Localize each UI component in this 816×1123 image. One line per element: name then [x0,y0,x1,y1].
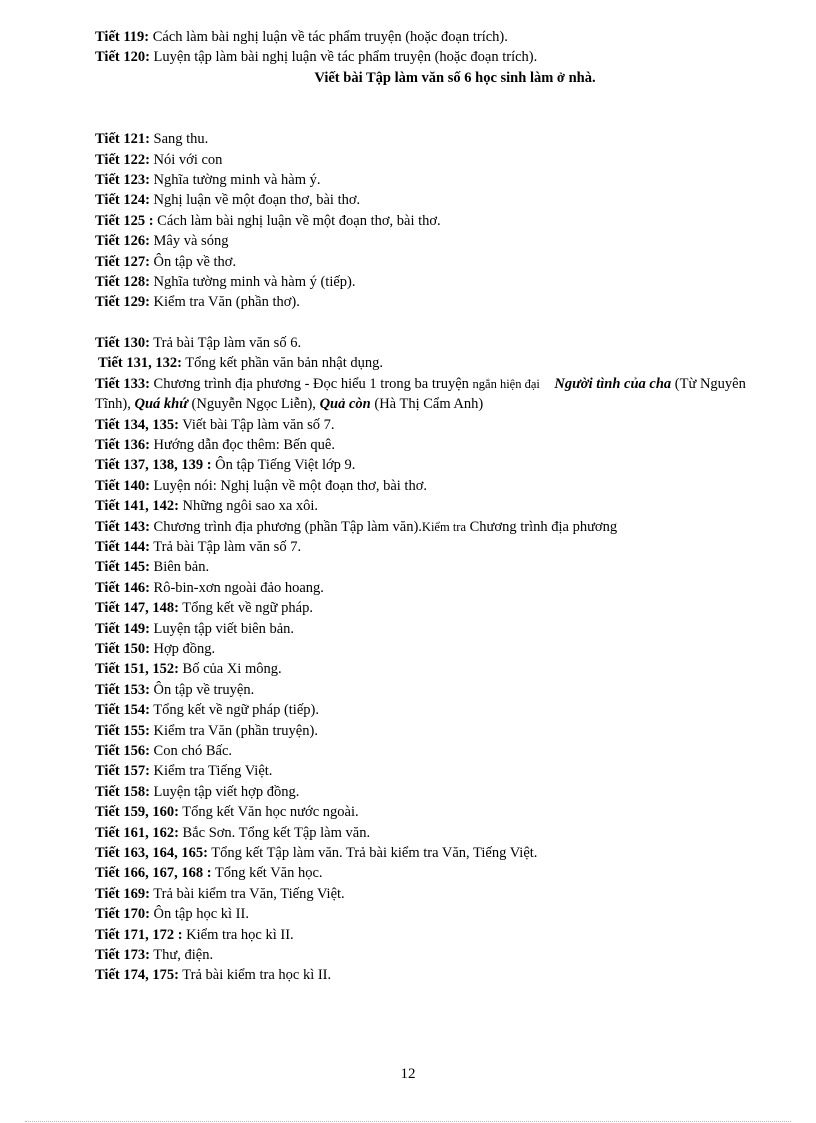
lesson-label: Tiết 123: [95,172,150,189]
lesson-label: Tiết 122: [95,151,150,168]
lesson-text: Sang thu. [149,131,209,148]
lesson-text: Nghĩa tường minh và hàm ý. [149,172,321,189]
lesson-entry [95,27,775,47]
lesson-entry [95,333,775,353]
lesson-entry [95,557,775,577]
lesson-label: Tiết 161, 162: [95,824,179,841]
lesson-label: Tiết 128: [95,274,150,291]
lesson-text: Thư, điện. [149,947,214,964]
spacer [95,313,775,333]
lesson-text: Tổng kết Văn học. [211,865,323,882]
lesson-text: Kiểm tra Tiếng Việt. [149,763,273,780]
lesson-text: Tổng kết phần văn bản nhật dụng. [181,355,383,372]
lesson-text: Ôn tập Tiếng Việt lớp 9. [211,457,356,474]
lesson-text: Chương trình địa phương [466,518,618,535]
lesson-entry [95,415,775,435]
lesson-entry [95,129,775,149]
lesson-label: Tiết 126: [95,233,150,250]
lesson-label: Tiết 136: [95,436,150,453]
lesson-entry [95,190,775,210]
lesson-entry [95,537,775,557]
lesson-label: Tiết 140: [95,477,150,494]
lesson-entry [95,455,775,475]
lesson-entry [95,170,775,190]
lesson-text: Bố của Xi mông. [178,661,282,678]
lesson-text: Hướng dẫn đọc thêm: Bến quê. [149,436,335,453]
lesson-text: Chương trình địa phương - Đọc hiểu 1 trong ba truyện [149,375,473,392]
lesson-text: Trả bài kiểm tra học kì II. [178,967,332,984]
lesson-text: Ôn tập về truyện. [149,681,255,698]
lesson-text: Kiểm tra Văn (phần thơ). [149,294,300,311]
lesson-label: Tiết 137, 138, 139 : [95,457,212,474]
lesson-label: Tiết 143: [95,518,150,535]
story-title: Người tình của cha [554,375,672,392]
lesson-group-1 [95,129,775,313]
lesson-label: Tiết 174, 175: [95,967,179,984]
lesson-entry [95,47,775,67]
lesson-text: Những ngôi sao xa xôi. [178,498,319,515]
lesson-entry [95,741,775,761]
lesson-entry-143 [95,517,775,537]
lesson-entry [95,476,775,496]
story-title: Quả còn [319,396,371,413]
lesson-label: Tiết 157: [95,763,150,780]
lesson-text: Nói với con [149,151,223,168]
lesson-text: Bắc Sơn. Tổng kết Tập làm văn. [178,824,371,841]
lesson-label: Tiết 125 : [95,212,154,229]
lesson-entry [95,292,775,312]
lesson-entry [95,272,775,292]
lesson-text: Kiểm tra học kì II. [182,926,294,943]
lesson-entry [95,211,775,231]
lesson-entry [95,659,775,679]
lesson-entry [95,252,775,272]
lesson-group-2b [95,415,775,517]
lesson-text-small: ngắn hiện đại [472,376,540,391]
spacer [95,88,775,129]
lesson-label: Tiết 120: [95,49,150,66]
lesson-text: Mây và sóng [149,233,229,250]
lesson-text: Trả bài Tập làm văn số 7. [149,538,302,555]
lesson-entry [95,965,775,985]
lesson-text: (Nguyễn Ngọc Liễn), [187,396,320,413]
lesson-text: Rô-bin-xơn ngoài đảo hoang. [149,579,324,596]
lesson-text: Luyện tập làm bài nghị luận về tác phẩm truyện (hoặc đoạn trích). [149,49,538,66]
lesson-entry [95,884,775,904]
lesson-text: Trả bài Tập làm văn số 6. [149,334,302,351]
lesson-label: Tiết 150: [95,640,150,657]
lesson-text: Cách làm bài nghị luận về tác phẩm truyện (hoặc đoạn trích). [149,29,508,45]
lesson-label: Tiết 169: [95,885,150,902]
lesson-entry [95,598,775,618]
lesson-text: Tổng kết về ngữ pháp. [178,600,313,617]
lesson-entry [95,700,775,720]
lesson-text: Biên bản. [149,559,210,576]
lesson-text: Con chó Bấc. [149,743,233,759]
lesson-label: Tiết 170: [95,906,150,923]
lesson-label: Tiết 127: [95,253,150,270]
section-heading: Viết bài Tập làm văn số 6 học sinh làm ở nhà. [314,69,596,86]
lesson-label: Tiết 144: [95,538,150,555]
lesson-label: Tiết 147, 148: [95,600,179,617]
lesson-entry [95,823,775,843]
lesson-text: Tổng kết Văn học nước ngoài. [178,804,359,821]
lesson-label: Tiết 141, 142: [95,498,179,515]
lesson-label: Tiết 124: [95,192,150,209]
lesson-entry [95,353,775,373]
lesson-entry [95,619,775,639]
lesson-label: Tiết 156: [95,743,150,759]
lesson-entry [95,863,775,883]
page-number: 12 [400,1066,416,1082]
lesson-text: Nghị luận về một đoạn thơ, bài thơ. [149,192,361,209]
lesson-text: Hợp đồng. [149,640,216,657]
lesson-label: Tiết 153: [95,681,150,698]
lesson-list [95,27,775,986]
lesson-label: Tiết 119: [95,29,150,45]
lesson-text-small: Kiểm tra [421,519,467,534]
lesson-text: Ôn tập về thơ. [149,253,237,270]
lesson-entry [95,721,775,741]
lesson-text: Luyện nói: Nghị luận về một đoạn thơ, bài thơ. [149,477,428,494]
lesson-entry [95,761,775,781]
top-section [95,27,775,68]
lesson-text: Nghĩa tường minh và hàm ý (tiếp). [149,274,356,291]
lesson-label: Tiết 134, 135: [95,416,179,433]
lesson-entry [95,639,775,659]
lesson-label: Tiết 173: [95,947,150,964]
lesson-entry-133 [95,374,775,415]
lesson-entry [95,843,775,863]
story-title: Quá khứ [134,396,188,413]
lesson-label: Tiết 145: [95,559,150,576]
lesson-entry [95,802,775,822]
page-bottom-divider [25,1121,791,1122]
lesson-entry [95,945,775,965]
lesson-label: Tiết 171, 172 : [95,926,183,943]
lesson-entry [95,904,775,924]
lesson-text: Luyện tập viết hợp đồng. [149,783,300,800]
lesson-label: Tiết 158: [95,783,150,800]
lesson-label: Tiết 151, 152: [95,661,179,678]
lesson-label: Tiết 149: [95,620,150,637]
lesson-text: (Từ Nguyên Tĩnh), [95,375,746,413]
lesson-text: (Hà Thị Cẩm Anh) [370,396,484,413]
lesson-label: Tiết 133: [95,375,150,392]
lesson-label: Tiết 166, 167, 168 : [95,865,212,882]
lesson-text: Ôn tập học kì II. [149,906,249,923]
lesson-entry [95,680,775,700]
lesson-label: Tiết 163, 164, 165: [95,845,208,862]
lesson-label: Tiết 159, 160: [95,804,179,821]
lesson-text: Chương trình địa phương (phần Tập làm văn). [149,518,422,535]
lesson-text: Viết bài Tập làm văn số 7. [178,416,335,433]
lesson-group-2a [95,333,775,374]
lesson-text: Kiểm tra Văn (phần truyện). [149,722,318,739]
lesson-text: Tổng kết Tập làm văn. Trả bài kiểm tra Văn, Tiếng Việt. [207,845,538,862]
lesson-entry [95,782,775,802]
lesson-entry [95,435,775,455]
lesson-entry [95,150,775,170]
lesson-text: Cách làm bài nghị luận về một đoạn thơ, bài thơ. [153,212,441,229]
lesson-label: Tiết 130: [95,334,150,351]
lesson-label: Tiết 129: [95,294,150,311]
lesson-label: Tiết 146: [95,579,150,596]
lesson-label: Tiết 154: [95,702,150,719]
lesson-text: Trả bài kiểm tra Văn, Tiếng Việt. [149,885,345,902]
lesson-label: Tiết 155: [95,722,150,739]
lesson-label: Tiết 131, 132: [98,355,182,372]
lesson-label: Tiết 121: [95,131,150,148]
lesson-entry [95,231,775,251]
lesson-text: Tổng kết về ngữ pháp (tiếp). [149,702,319,719]
lesson-entry [95,578,775,598]
lesson-entry [95,925,775,945]
lesson-entry [95,496,775,516]
lesson-text: Luyện tập viết biên bản. [149,620,295,637]
lesson-group-2c [95,537,775,986]
